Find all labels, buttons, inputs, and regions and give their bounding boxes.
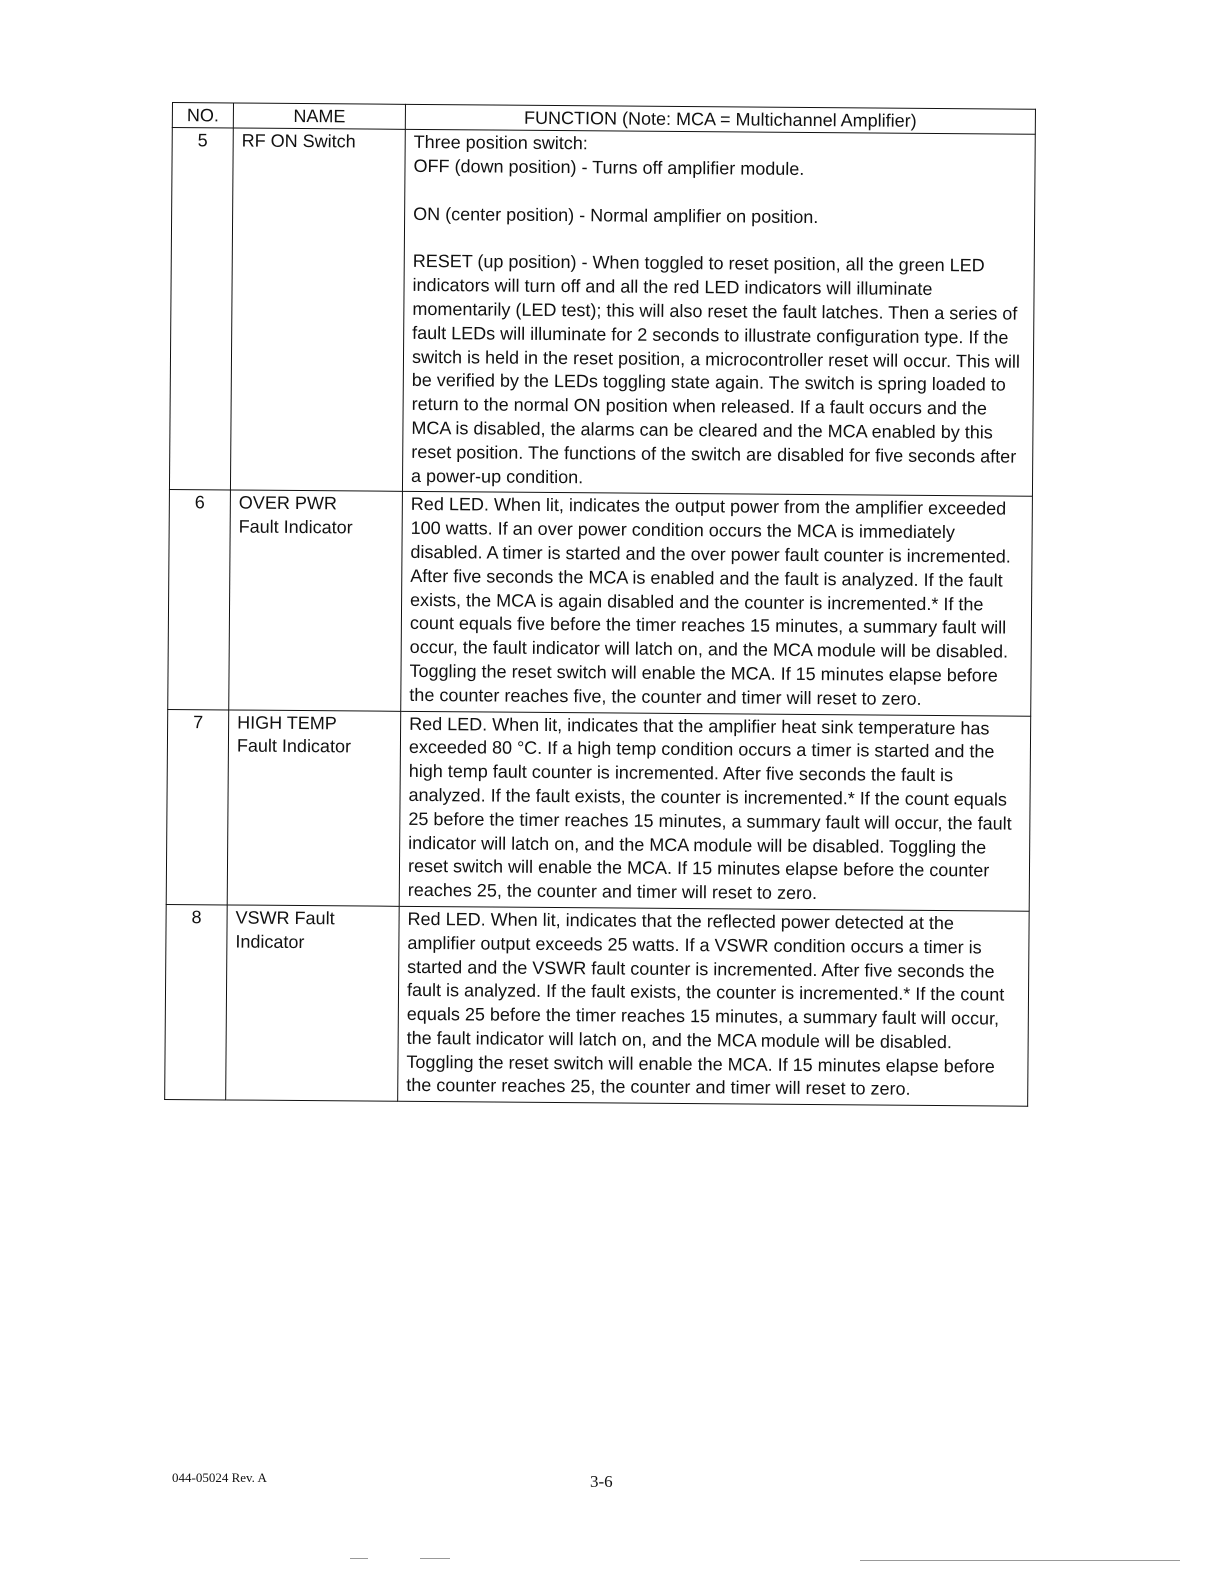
row-name-line: VSWR Fault	[235, 907, 335, 929]
function-paragraph: ON (center position) - Normal amplifier on position.	[413, 203, 819, 227]
header-function: FUNCTION (Note: MCA = Multichannel Amplifier)	[405, 104, 1035, 134]
function-table	[164, 102, 1036, 1107]
table-row	[166, 709, 1031, 911]
table-row	[169, 128, 1035, 497]
table-row	[168, 490, 1033, 716]
row-name-line: OVER PWR	[238, 492, 337, 514]
table-row	[165, 904, 1030, 1106]
row-function	[401, 492, 1033, 716]
function-paragraph: Three position switch: OFF (down position) - Turns off amplifier module.	[413, 131, 805, 179]
page-number: 3-6	[590, 1472, 613, 1491]
row-name-line: HIGH TEMP	[237, 712, 337, 733]
header-name: NAME	[233, 103, 405, 129]
scan-artifact	[860, 1560, 1180, 1561]
function-paragraph: Red LED. When lit, indicates that the amplifier heat sink temperature has exceeded 80 °C. If a high temp condition occurs a timer is started and the high temp fault counter is incremented. After five seconds the fault is analyzed. If the fault exists, the counter is incremented.* If the count equals 25 before the timer reaches 15 minutes, a summary fault will occur, the fault indicator will latch on, and the MCA module will be disabled. Toggling the reset switch will enable the MCA. If 15 minutes elapse before the counter reaches 25, the counter and timer will reset to zero.	[407, 713, 1012, 904]
document-number: 044-05024 Rev. A	[172, 1470, 267, 1485]
scan-artifact	[420, 1558, 450, 1559]
row-function	[402, 129, 1035, 496]
row-name-line: Fault Indicator	[236, 735, 352, 757]
row-number: 6	[168, 490, 231, 710]
row-name-line: RF ON Switch	[241, 130, 356, 152]
function-paragraph: Red LED. When lit, indicates the output power from the amplifier exceeded 100 watts. If an over power condition occurs the MCA is immediately disabled. A timer is started and the over power fault counter is incremented. After five seconds the MCA is enabled and the fault is analyzed. If the fault exists, the MCA is again disabled and the counter is incremented.* If the count equals five before the timer reaches 15 minutes, a summary fault will occur, the fault indicator will latch on, and the MCA module will be disabled. Toggling the reset switch will enable the MCA. If 15 minutes elapse before the counter reaches five, the counter and timer will reset to zero.	[409, 494, 1011, 709]
row-function	[399, 711, 1031, 911]
row-name-line: Indicator	[235, 931, 305, 952]
row-name	[229, 490, 403, 711]
function-paragraph: RESET (up position) - When toggled to reset position, all the green LED indicators will turn off and all the red LED indicators will illuminate momentarily (LED test); this will also reset the fault latches. Then a series of fault LEDs will illuminate for 2 seconds to illustrate configuration type. If the switch is held in the reset position, a microcontroller reset will occur. This will be verified by the LEDs toggling state again. The switch is spring loaded to return to the normal ON position when released. If a fault occurs and the MCA is disabled, the alarms can be cleared and the MCA enabled by this reset position. The functions of the switch are disabled for five seconds after a power-up condition.	[410, 251, 1020, 487]
row-name	[227, 709, 401, 906]
row-name	[226, 905, 400, 1102]
row-name-line: Fault Indicator	[238, 516, 353, 538]
row-function	[398, 906, 1030, 1106]
row-number: 7	[166, 709, 229, 905]
row-number: 5	[169, 128, 233, 491]
function-paragraph: Red LED. When lit, indicates that the reflected power detected at the amplifier output exceeds 25 watts. If a VSWR condition occurs a timer is started and the VSWR fault counter is incremented. After five seconds the fault is analyzed. If the fault exists, the counter is incremented.* If the count equals 25 before the timer reaches 15 minutes, a summary fault will occur, the fault indicator will latch on, and the MCA module will be disabled. Toggling the reset switch will enable the MCA. If 15 minutes elapse before the counter reaches 25, the counter and timer will reset to zero.	[406, 908, 1005, 1100]
row-number: 8	[165, 904, 228, 1100]
scan-artifact	[350, 1558, 368, 1559]
header-no: NO.	[172, 103, 233, 128]
row-name	[230, 128, 405, 492]
